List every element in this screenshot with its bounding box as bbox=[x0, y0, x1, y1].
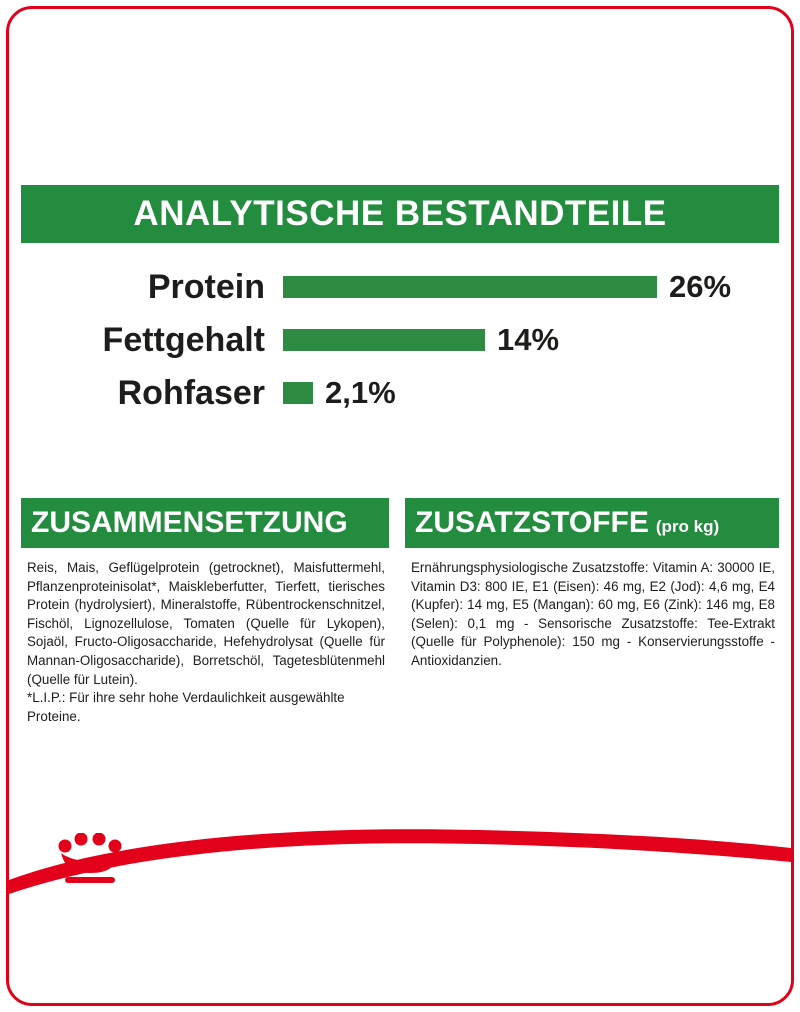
additives-header bbox=[405, 498, 779, 548]
analytical-value: 14% bbox=[497, 322, 560, 357]
analytical-label: Protein bbox=[147, 267, 265, 306]
analytical-value: 26% bbox=[669, 269, 732, 304]
analytical-constituents-header bbox=[21, 185, 779, 243]
additives-text: Ernährungsphysiologische Zusatzstoffe: Vitamin A: 30000 IE, Vitamin D3: 800 IE, E1 (Eisen): 46 mg, E2 (Jod): 4,6 mg, E4 (Kupfer): 14 mg, E5 (Mangan): 60 mg, E6 (Zink): 146 mg, E8 (Selen): 0,1 mg - Sensorische Zusatzstoffe: Tee-Extrakt (Quelle für Polyphenole): 150 mg - Konservierungsstoffe - Antioxidanzien. bbox=[411, 560, 775, 668]
analytical-bar bbox=[283, 329, 485, 351]
composition-panel bbox=[21, 498, 389, 726]
additives-panel bbox=[405, 498, 779, 671]
analytical-constituents-list bbox=[40, 262, 760, 421]
analytical-label: Fettgehalt bbox=[102, 320, 265, 359]
royal-canin-crown-icon bbox=[55, 833, 125, 891]
analytical-value: 2,1% bbox=[325, 375, 396, 410]
analytical-row bbox=[40, 368, 760, 418]
additives-body bbox=[405, 548, 779, 671]
composition-body bbox=[21, 548, 389, 726]
analytical-row bbox=[40, 262, 760, 312]
brand-swoosh bbox=[9, 818, 791, 908]
composition-title: ZUSAMMENSETZUNG bbox=[31, 506, 348, 539]
swoosh-shape bbox=[9, 818, 791, 908]
analytical-label: Rohfaser bbox=[117, 373, 265, 412]
analytical-constituents-title: ANALYTISCHE BESTANDTEILE bbox=[133, 194, 667, 233]
additives-subtitle: (pro kg) bbox=[655, 517, 720, 536]
composition-header bbox=[21, 498, 389, 548]
composition-text: Reis, Mais, Geflügelprotein (getrocknet), Maisfuttermehl, Pflanzenproteinisolat*, Maiskleberfutter, Tierfett, tierisches Protein (hydrolysiert), Mineralstoffe, Rübentrockenschnitzel, Fischöl, Lignozellulose, Tomaten (Quelle für Lykopen), Sojaöl, Fructo-Oligosaccharide, Hefehydrolysat (Quelle für Mannan-Oligosaccharide), Borretschöl, Tagetesblütenmehl (Quelle für Lutein). bbox=[27, 560, 385, 687]
analytical-bar bbox=[283, 382, 313, 404]
additives-title: ZUSATZSTOFFE bbox=[415, 506, 649, 539]
analytical-row bbox=[40, 315, 760, 365]
composition-footnote: *L.I.P.: Für ihre sehr hohe Verdaulichkeit ausgewählte Proteine. bbox=[27, 690, 345, 724]
analytical-bar bbox=[283, 276, 657, 298]
